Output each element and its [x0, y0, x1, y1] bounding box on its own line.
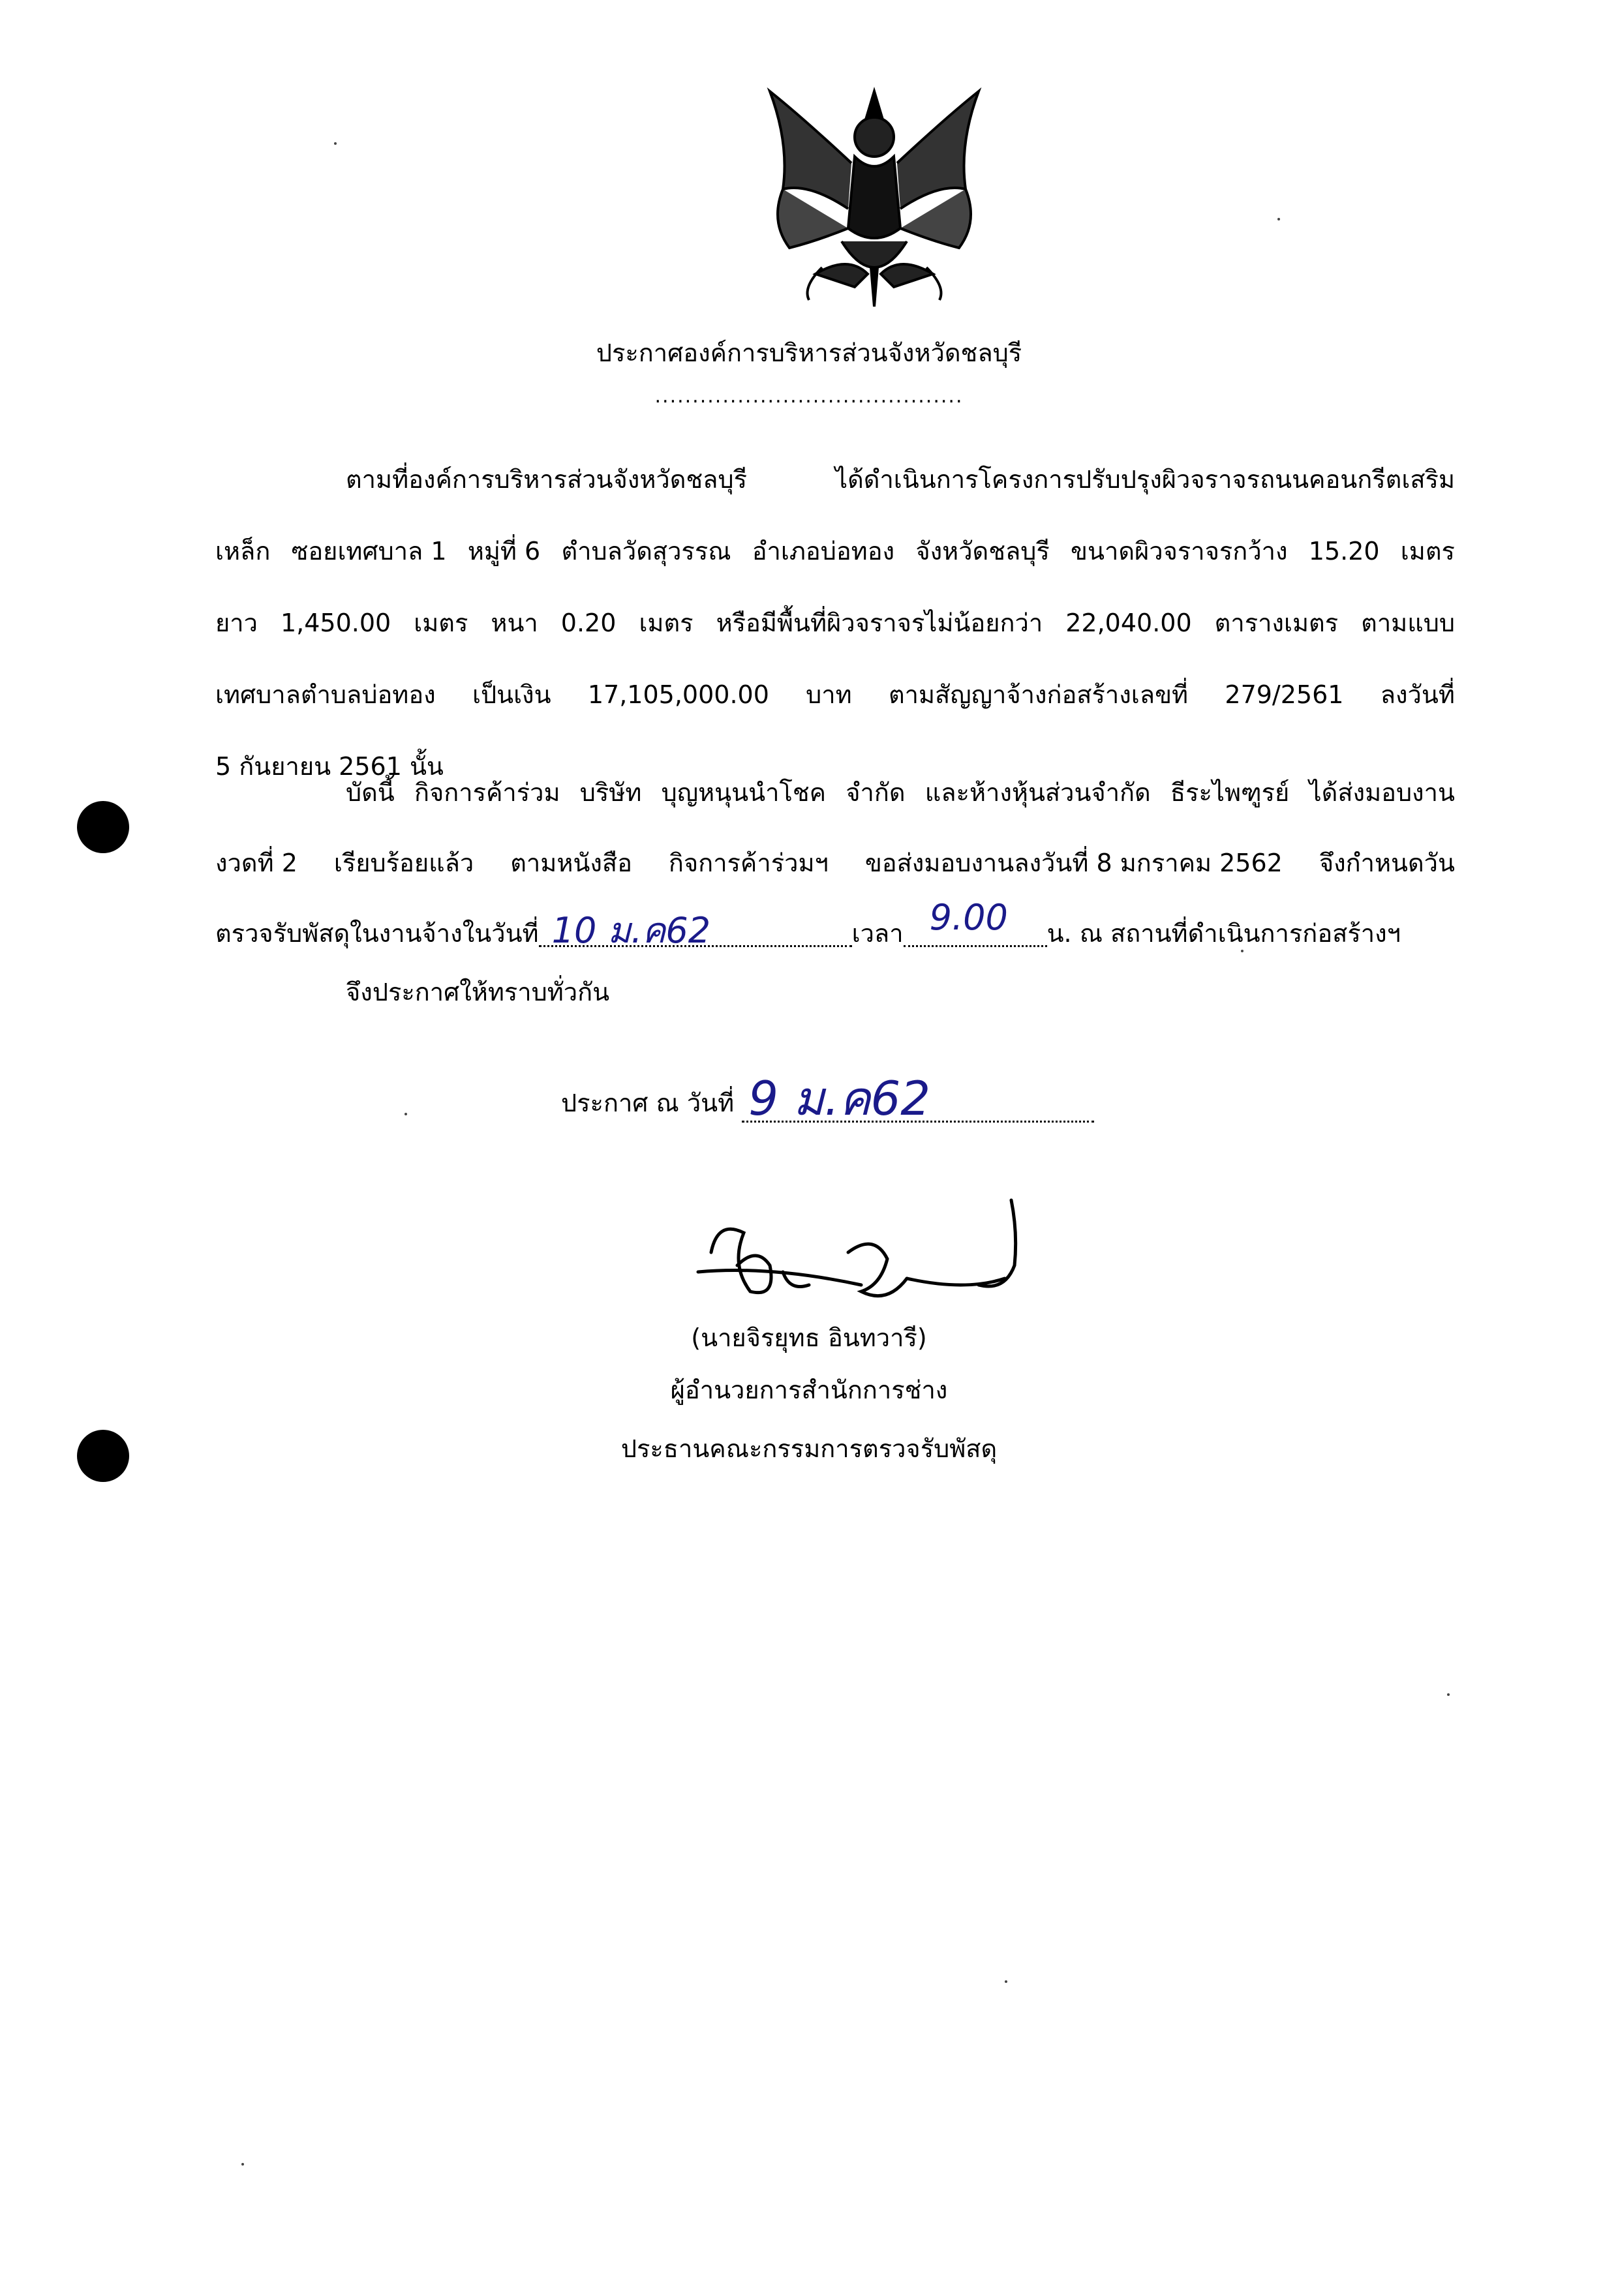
p2-l2-w3: กิจการค้าร่วมฯ	[668, 848, 829, 877]
p1-l3-w6: หรือมีพื้นที่ผิวจราจรไม่น้อยกว่า	[716, 609, 1043, 637]
p2-l2-w4: ขอส่งมอบงานลงวันที่ 8 มกราคม 2562	[864, 848, 1283, 877]
signer-position-committee-chair: ประธานคณะกรรมการตรวจรับพัสดุ	[620, 1434, 998, 1463]
inspection-time-label: เวลา	[851, 918, 904, 948]
paragraph2-line-3	[215, 898, 1455, 968]
p1-l2-w0: เหล็ก	[215, 537, 271, 566]
inspection-time-field	[904, 896, 1047, 947]
p1-l3-w5: เมตร	[639, 609, 694, 637]
p1-l4-w1: เป็นเงิน	[472, 680, 551, 709]
handwritten-signature	[692, 1194, 1057, 1318]
scan-speck	[334, 142, 337, 145]
announce-date-line	[561, 1071, 1094, 1126]
p2-l1-w6: ธีระไพฑูรย์	[1170, 778, 1290, 807]
signer-position-director: ผู้อำนวยการสำนักการช่าง	[670, 1376, 948, 1404]
document-title: ประกาศองค์การบริหารส่วนจังหวัดชลบุรี	[596, 339, 1022, 367]
p1-l5-w0: 5 กันยายน 2561 นั้น	[215, 752, 444, 781]
p1-l2-w1: ซอยเทศบาล 1	[291, 537, 447, 566]
p1-l1-w0: ตามที่องค์การบริหารส่วนจังหวัดชลบุรี	[346, 465, 747, 494]
p1-l4-w4: ตามสัญญาจ้างก่อสร้างเลขที่	[888, 680, 1189, 709]
paragraph1-line-4	[215, 659, 1455, 731]
p2-l1-w7: ได้ส่งมอบงาน	[1309, 778, 1455, 807]
p2-l1-w4: จำกัด	[846, 778, 906, 807]
inspection-date-handwritten: 10 ม.ค62	[551, 909, 711, 951]
p1-l4-w0: เทศบาลตำบลบ่อทอง	[215, 680, 436, 709]
scan-speck	[1241, 950, 1244, 952]
scan-speck	[1005, 1980, 1007, 1983]
title-dotted-rule: .........................................	[654, 385, 964, 408]
p2-l1-w2: บริษัท	[579, 778, 642, 807]
p1-l1-w1: ได้ดำเนินการโครงการปรับปรุงผิวจราจรถนนคอนกรีตเสริม	[835, 465, 1455, 494]
garuda-emblem-icon	[744, 78, 1005, 313]
paragraph2-line-2	[215, 827, 1455, 898]
p1-l3-w9: ตามแบบ	[1361, 609, 1455, 637]
punch-hole-top	[77, 801, 129, 853]
scan-speck	[1447, 1693, 1450, 1696]
p2-l2-w2: ตามหนังสือ	[510, 848, 632, 877]
p1-l2-w6: ขนาดผิวจราจรกว้าง	[1071, 537, 1288, 566]
p1-l4-w2: 17,105,000.00	[587, 680, 769, 709]
p1-l2-w5: จังหวัดชลบุรี	[915, 537, 1050, 566]
p1-l4-w5: 279/2561	[1225, 680, 1344, 709]
paragraph-delivery-notice	[215, 757, 1455, 968]
p1-l2-w7: 15.20	[1308, 537, 1380, 566]
p2-l1-w3: บุญหนุนนำโชค	[661, 778, 827, 807]
p1-l3-w0: ยาว	[215, 609, 258, 637]
p1-l3-w7: 22,040.00	[1065, 609, 1192, 637]
p1-l3-w2: เมตร	[414, 609, 468, 637]
p2-l1-w0: บัดนี้	[346, 778, 395, 807]
p1-l3-w1: 1,450.00	[280, 609, 391, 637]
inspection-location: น. ณ สถานที่ดำเนินการก่อสร้างฯ	[1046, 918, 1401, 948]
p2-l2-w1: เรียบร้อยแล้ว	[333, 848, 474, 877]
paragraph1-line-2	[215, 515, 1455, 587]
announce-date-label: ประกาศ ณ วันที่	[561, 1089, 735, 1117]
p1-l2-w8: เมตร	[1400, 537, 1455, 566]
p2-l2-w5: จึงกำหนดวัน	[1319, 848, 1455, 877]
announce-date-field	[742, 1071, 1094, 1126]
p1-l3-w8: ตารางเมตร	[1214, 609, 1339, 637]
p1-l2-w2: หมู่ที่ 6	[467, 537, 541, 566]
scan-speck	[241, 2163, 244, 2166]
paragraph2-line-1	[215, 757, 1455, 827]
p2-l1-w1: กิจการค้าร่วม	[414, 778, 560, 807]
p1-l4-w3: บาท	[806, 680, 852, 709]
p2-l2-w0: งวดที่ 2	[215, 848, 298, 877]
p1-l4-w6: ลงวันที่	[1380, 680, 1455, 709]
p1-l2-w4: อำเภอบ่อทอง	[752, 537, 895, 566]
inspection-date-label: ตรวจรับพัสดุในงานจ้างในวันที่	[215, 918, 539, 948]
paragraph-project-details	[215, 444, 1455, 802]
signer-name: (นายจิรยุทธ อินทวารี)	[691, 1323, 927, 1352]
inspection-date-field	[539, 909, 852, 951]
paragraph1-line-3	[215, 587, 1455, 659]
p1-l3-w4: 0.20	[560, 609, 617, 637]
inspection-time-handwritten: 9.00	[929, 896, 1008, 938]
p1-l3-w3: หนา	[491, 609, 538, 637]
scan-speck	[1277, 218, 1280, 220]
paragraph1-line-1	[215, 444, 1455, 515]
p2-l1-w5: และห้างหุ้นส่วนจำกัด	[924, 778, 1151, 807]
punch-hole-bottom	[77, 1430, 129, 1482]
scan-speck	[404, 1113, 407, 1115]
closing-statement: จึงประกาศให้ทราบทั่วกัน	[346, 978, 610, 1006]
announce-date-handwritten: 9 ม.ค62	[748, 1071, 931, 1126]
p1-l2-w3: ตำบลวัดสุวรรณ	[561, 537, 731, 566]
